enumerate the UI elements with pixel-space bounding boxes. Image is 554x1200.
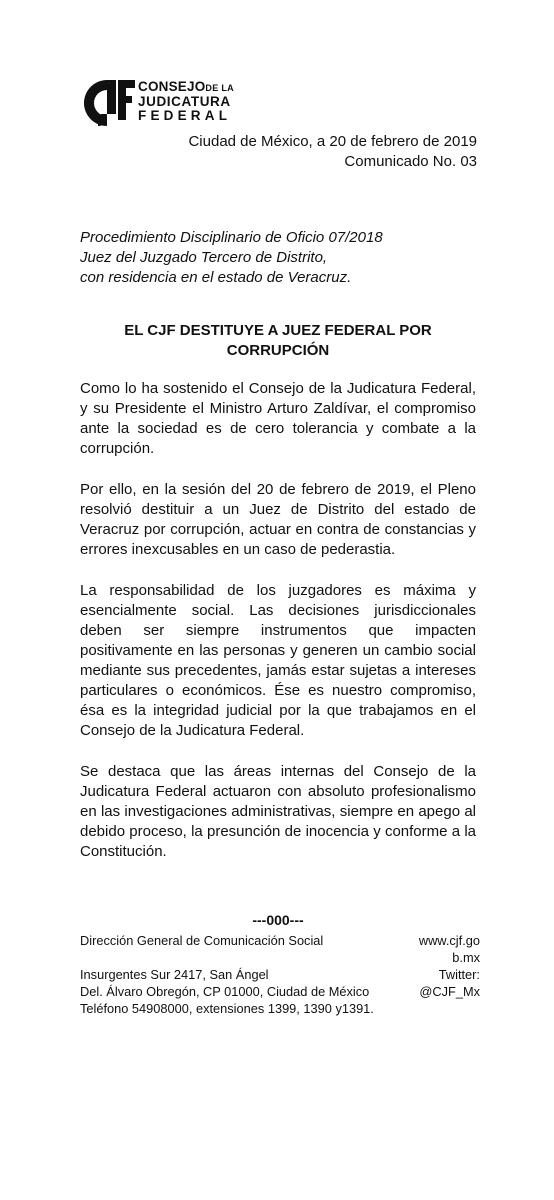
case-reference [80, 228, 383, 288]
website-line: www.cjf.go [418, 933, 480, 948]
body-paragraph: Como lo ha sostenido el Consejo de la Judicatura Federal, y su Presidente el Ministro Arturo Zaldívar, el compromiso ante la sociedad es de cero tolerancia y combate a la corrupción. [80, 380, 476, 457]
footer-address-line: Del. Álvaro Obregón, CP 01000, Ciudad de México [80, 984, 370, 999]
twitter-label: Twitter: [438, 967, 480, 982]
logo-line-3: FEDERAL [138, 108, 232, 123]
body-paragraph: Se destaca que las áreas internas del Consejo de la Judicatura Federal actuaron con absoluto profesionalismo en las investigaciones administrativas, siempre en apego al debido proceso, la presunción de inocencia y conforme a la Constitución. [80, 763, 476, 860]
footer-phone: Teléfono 54908000, extensiones 1399, 1390 y1391. [80, 1001, 374, 1016]
twitter-handle: @CJF_Mx [419, 984, 480, 999]
cjf-logo [80, 76, 320, 130]
place-date: Ciudad de México, a 20 de febrero de 2019 [188, 133, 477, 150]
communique-number: Comunicado No. 03 [344, 153, 477, 170]
logo-line-1-small: DE LA [205, 83, 234, 93]
website-line: b.mx [452, 950, 480, 965]
communique-title [80, 321, 476, 361]
footer-address-line: Insurgentes Sur 2417, San Ángel [80, 967, 269, 982]
footer-office: Dirección General de Comunicación Social [80, 933, 324, 948]
footer-web-social [400, 932, 480, 1000]
footer-contact [80, 932, 374, 1017]
title-line: EL CJF DESTITUYE A JUEZ FEDERAL POR [124, 322, 432, 339]
body-paragraph: La responsabilidad de los juzgadores es máxima y esencialmente social. Las decisiones jurisdiccionales deben ser siempre instrumentos que impacten positivamente en las personas y generen un cambio social mediante sus precedentes, jamás estar sujetas a intereses particulares o económicos. Ése es nuestro compromiso, ésa es la integridad judicial por la que trabajamos en el Consejo de la Judicatura Federal. [80, 582, 476, 739]
case-ref-line: Juez del Juzgado Tercero de Distrito, [80, 249, 328, 266]
body-paragraph: Por ello, en la sesión del 20 de febrero de 2019, el Pleno resolvió destituir a un Juez de Distrito del estado de Veracruz por corrupción, actuar en contra de constancias y errores inexcusables en un caso de pederastia. [80, 481, 476, 558]
cjf-emblem-icon [80, 76, 136, 130]
logo-line-2: JUDICATURA [138, 94, 231, 109]
header-dateline [188, 132, 477, 172]
communique-body [80, 379, 476, 883]
footer-separator: ---000--- [252, 912, 304, 928]
case-ref-line: con residencia en el estado de Veracruz. [80, 269, 352, 286]
logo-wordmark [138, 80, 234, 123]
case-ref-line: Procedimiento Disciplinario de Oficio 07/2018 [80, 229, 383, 246]
title-line: CORRUPCIÓN [226, 342, 330, 359]
logo-line-1: CONSEJO [138, 79, 206, 94]
